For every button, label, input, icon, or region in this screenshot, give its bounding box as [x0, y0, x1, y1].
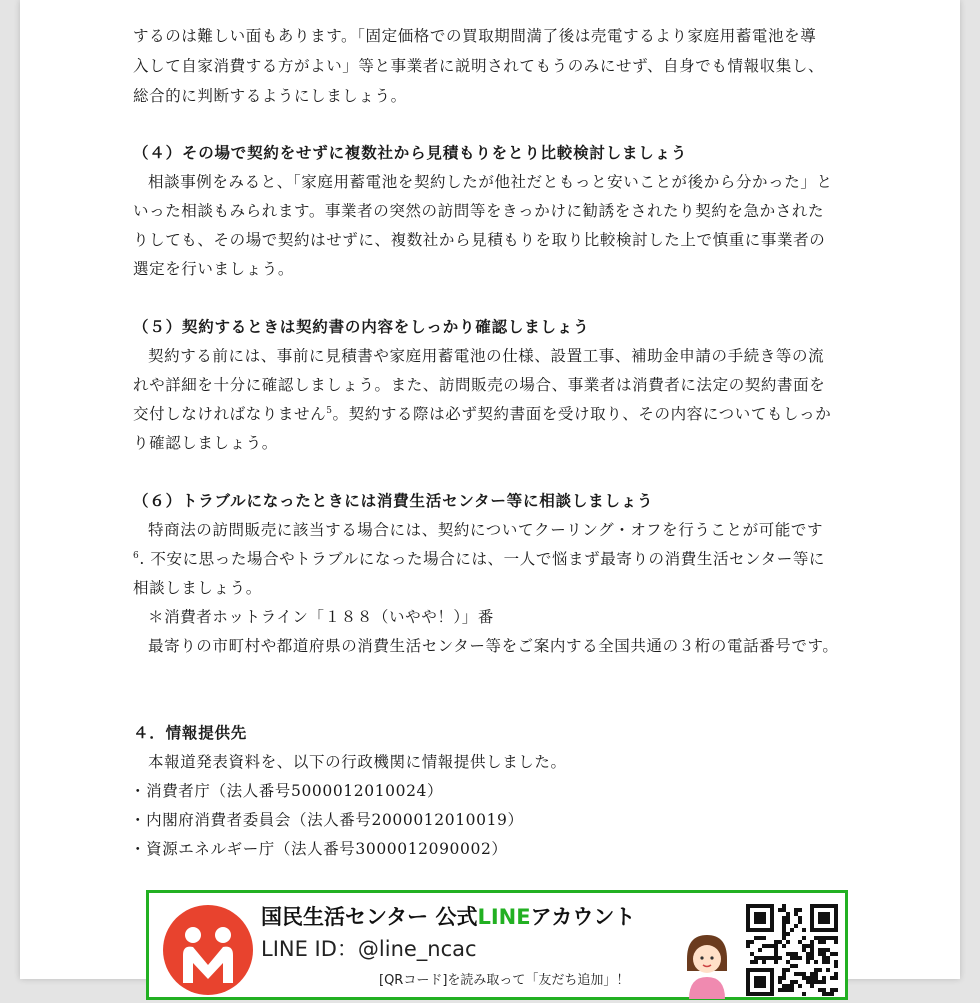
qr-code-icon[interactable]	[745, 903, 839, 997]
section-5-line-3-text: 交付しなければなりません	[133, 405, 327, 423]
banner-title-suffix: アカウント	[530, 905, 636, 929]
section-4-line-1: 相談事例をみると、「家庭用蓄電池を契約したが他社だともっと安いことが後から分かった」と	[148, 173, 833, 191]
section-4-heading: （４）その場で契約をせずに複数社から見積もりをとり比較検討しましょう	[133, 144, 688, 162]
section-5-line-2: れや詳細を十分に確認しましょう。また、訪問販売の場合、事業者は消費者に法定の契約書面を	[133, 376, 826, 394]
section-6-heading: （６）トラブルになったときには消費生活センター等に相談しましょう	[133, 492, 654, 510]
intro-line-2: 入して自家消費する方がよい」等と事業者に説明されてもうのみにせず、自身でも情報収集し、	[133, 57, 825, 75]
document-page	[20, 0, 960, 988]
section-4-line-2: いった相談もみられます。事業者の突然の訪問等をきっかけに勧誘をされたり契約を急かされた	[133, 202, 825, 220]
section-5-line-3-rest: 。契約する際は必ず契約書面を受け取り、その内容についてもしっか	[332, 405, 832, 423]
intro-line-3: 総合的に判断するようにしましょう。	[133, 87, 407, 105]
info-item-1: ・消費者庁（法人番号5000012010024）	[130, 782, 444, 800]
qr-instruction: [QRコード]を読み取って「友だち追加」！	[379, 973, 630, 988]
info-intro: 本報道発表資料を、以下の行政機関に情報提供しました。	[148, 753, 567, 771]
banner-title	[261, 901, 635, 931]
section-5-heading: （５）契約するときは契約書の内容をしっかり確認しましょう	[133, 318, 590, 336]
hotline-description: 最寄りの市町村や都道府県の消費生活センター等をご案内する全国共通の３桁の電話番号です。	[148, 637, 839, 655]
section-5-line-3	[133, 404, 831, 424]
info-item-3: ・資源エネルギー庁（法人番号3000012090002）	[130, 840, 508, 858]
hotline-line: ＊消費者ホットライン「１８８（いやや！）」番	[148, 608, 494, 626]
section-6-line-2-text: . 不安に思った場合やトラブルになった場合には、一人で悩まず最寄りの消費生活センター等に	[139, 550, 826, 568]
mascot-girl-icon	[677, 929, 737, 999]
info-item-2: ・内閣府消費者委員会（法人番号2000012010019）	[130, 811, 524, 829]
info-heading: ４．情報提供先	[133, 724, 248, 742]
section-6-line-1: 特商法の訪問販売に該当する場合には、契約についてクーリング・オフを行うことが可能です	[148, 521, 824, 539]
footnote-6-marker: 6	[133, 550, 140, 561]
banner-title-line: LINE	[477, 905, 531, 929]
ncac-logo-icon	[163, 905, 253, 995]
footnote-5-marker: 5	[326, 405, 333, 416]
section-5-line-4: り確認しましょう。	[133, 434, 278, 452]
section-4-line-4: 選定を行いましょう。	[133, 260, 295, 278]
section-6-line-2	[133, 549, 825, 569]
section-5-line-1: 契約する前には、事前に見積書や家庭用蓄電池の仕様、設置工事、補助金申請の手続き等の流	[148, 347, 825, 365]
intro-line-1: するのは難しい面もあります。「固定価格での買取期間満了後は売電するより家庭用蓄電池を導	[133, 27, 817, 45]
banner-title-prefix: 国民生活センター 公式	[261, 905, 478, 929]
line-id: LINE ID：@line_ncac	[261, 937, 477, 961]
section-4-line-3: りしても、その場で契約はせずに、複数社から見積もりを取り比較検討した上で慎重に事業者の	[133, 231, 826, 249]
line-account-banner[interactable]	[146, 890, 848, 1000]
section-6-line-3: 相談しましょう。	[133, 579, 262, 597]
